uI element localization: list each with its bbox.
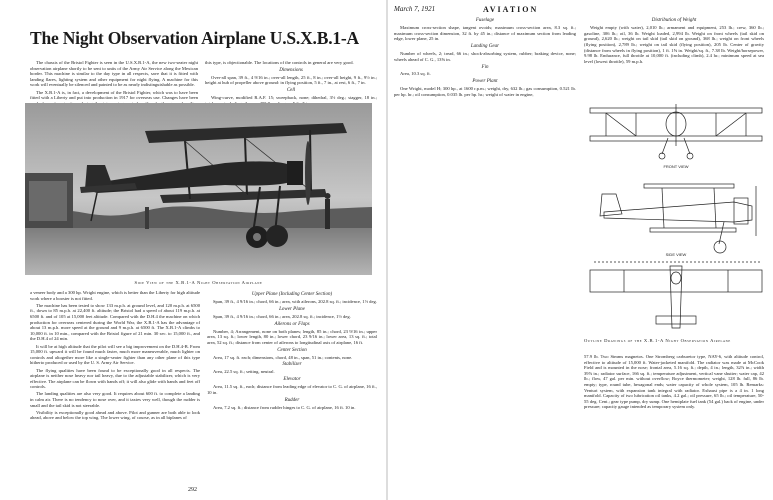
lower-column-1 bbox=[30, 290, 200, 423]
paragraph: The landing qualities are also very good. It requires about 600 ft. to complete a landing in calm air. There is no tendency to nose over, and it taxies very well, though the rudder is small and the tail skid is not steerable. bbox=[30, 391, 200, 408]
section-heading-cell: Cell bbox=[286, 88, 296, 94]
section-heading-distribution-weight: Distribution of Weight bbox=[651, 18, 697, 24]
stabilizer-text: Area, 22.5 sq. ft.; setting, neutral. bbox=[213, 369, 275, 375]
article-title: The Night Observation Airplane U.S.X.B.1-A bbox=[30, 28, 359, 48]
paragraph: The machine has been tested to show 133 m.p.h. at ground level, and 120 m.p.h. at 6500 ft., down to 85 m.p.h. at 22,400 ft. altitude; the Bristol had a speed of about 119 m.p.h. at 6500 ft. and of 105 at 15,000 feet altitude. Compared with the D.H.4 the machine on which production for overseas centered during the World War, the X.B.1-A has the advantage of about 13 m.p.h. more speed at the ground and 9 m.p.h. at 6500 ft. The X.B.1-A climbs to 10,000 ft. in 10 min., compared with the Bristol figure of 21 min. 30 sec. to 15,000 ft., and the D.H.4 of 24 min. bbox=[30, 302, 200, 342]
landing-gear-text: Number of wheels, 2; tread, 66 in.; shock-absorbing system, rubber; braking device, none; wheels ahead of C. G., 13⅝ in. bbox=[394, 51, 576, 62]
airplane-photo bbox=[25, 103, 372, 275]
fuselage-text: Maximum cross-section shape, tangent ovoids; maximum cross-section area, 8.3 sq. ft.; maximum cross-section dimension, 32 ft. by 45 in.; distance of maximum section from leading edge, lower plane, 25 in. bbox=[394, 25, 576, 42]
paragraph: a veneer body and a 300 hp. Wright engine, which is better than the Liberty for high altitude work where a booster is not fitted. bbox=[30, 290, 200, 301]
dimensions-text: Over-all span, 39 ft., 4 9/16 in.; over-all length, 25 ft., 8 in.; over-all height, 9 ft., 9½ in.; height at hub of propeller above ground: in flying position, 5 ft., 7 in., at rest, 6 ft., 7 in. bbox=[205, 74, 377, 86]
airplane-photo-image bbox=[25, 103, 372, 275]
paragraph: Visibility is exceptionally good ahead and above. Pilot and gunner are both able to look ahead, above and below the top wing. The lower wing, of course, as in all biplanes of bbox=[30, 409, 200, 421]
paragraph: It will be at high altitude that the pilot will see a big improvement on the D.H.4-B. From 15,000 ft. upward it will be found much faster, much more maneuverable, much lighter on controls and altogether more like a single-seater fighter than any other plane of this type hitherto produced or used by the U. S. Army Air Service. bbox=[30, 343, 200, 366]
power-plant-continued-text: 57.9 lb. Two Simms magnetos. One Stromberg carburetor type, NAY-6, with altitude control, effective to altitude of 15,000 ft. Water-jacketed manifold. The radiator was made at McCook Field and is mounted in the nose; frontal area, 5.16 sq. ft.; depth, 4 in.; length, 32⅞ in.; width 39⅞ in.; radiator surface, 166 sq. ft.; temperature adjustment, vertical vane shutter; water cap, 42 lb.; flow, 47 gal. per min. without overflow; Boyce thermometer; weight, 128 lb. full, 86 lb. empty; type, round tube, hexagonal ends; water capacity of whole system, 105 lb. Remarks: Venturi system, with expansion tank integral with radiator. Exhaust pipe is a 4 in. 1 long manifold. Capacity of two lubrication oil tanks, 4.2 gal.; oil pressure, 65 lb.; oil temperature, 50-55 deg. Cent.; gear type pump, dry sump. One hemiplate fuel tank (54 gal.) back of engine, under pressure; capacity gauge intended as temporary system only. bbox=[584, 354, 764, 410]
journal-name: AVIATION bbox=[483, 5, 539, 14]
section-heading-rudder: Rudder bbox=[284, 397, 300, 403]
section-heading-center-section: Center Section bbox=[277, 347, 307, 353]
section-heading-elevator: Elevator bbox=[283, 377, 301, 383]
lower-plane-text: Span, 39 ft., 4 9/16 in.; chord, 66 in.; area, 202.8 sq. ft.; incidence, 1½ deg. bbox=[213, 313, 351, 319]
right-column-1 bbox=[394, 16, 576, 99]
paragraph: The X.B.1-A is, in fact, a development of the Bristol Fighter, which was to have been fitted with a Liberty and put into production in 1917 for overseas use. Changes have been bbox=[30, 89, 198, 101]
elevator-text: Area, 11.5 sq. ft., each; distance from leading edge of elevator to C. G. of airplane, 16 ft., 10 in. bbox=[207, 384, 377, 395]
section-heading-dimensions: Dimensions bbox=[279, 67, 303, 73]
issue-date: March 7, 1921 bbox=[394, 5, 436, 13]
paragraph: this type, is objectionable. The locations of the controls in general are very good. bbox=[205, 60, 354, 65]
page-number: 292 bbox=[188, 487, 197, 493]
right-column-3 bbox=[584, 354, 764, 412]
center-section-text: Area, 17 sq. ft. each; dimensions, chord, 48 in., span, 51 in.; contents, none. bbox=[213, 354, 353, 360]
section-heading-stabilizer: Stabilizer bbox=[282, 362, 302, 368]
ailerons-text: Number, 4; Arrangement, none on both planes; length, 85 in.; chord, 23 9/16 in.; upper area, 13 sq. ft.; lower length, 80 in.; lower chord, 23 9/16 in.; lower area, 13 sq. ft.; total area, 52 sq. ft.; distance from center of ailerons to longitudinal axis of airplane, 16 ft. bbox=[207, 328, 377, 345]
outline-drawings-image bbox=[584, 102, 768, 334]
drawings-caption: Outline Drawings of the X.B.1-A Night Observation Airplane bbox=[584, 338, 731, 343]
section-heading-power-plant: Power Plant bbox=[472, 79, 498, 85]
lower-column-2 bbox=[207, 290, 377, 412]
cell-text: Wing-curve, modified R.A.F. 15; sweepback, none; dihedral, 3½ deg.; stagger, 18 in.; bbox=[211, 95, 377, 101]
front-view-label: FRONT VIEW bbox=[663, 164, 689, 169]
photo-caption: Side View of the X.B.1-A Night Observation Airplane bbox=[134, 280, 263, 285]
right-page bbox=[388, 0, 773, 500]
section-heading-fin: Fin bbox=[481, 64, 489, 70]
intro-column-2 bbox=[205, 60, 377, 108]
section-heading-ailerons: Ailerons or Flaps bbox=[274, 321, 310, 327]
section-heading-lower-plane: Lower Plane bbox=[279, 306, 305, 312]
outline-drawings bbox=[584, 102, 768, 334]
paragraph: The flying qualities have been found to be exceptionally good in all respects. The airplane is neither nose heavy nor tail heavy, due to the adjustable stabilizer, which is very effective. The airplane can be flown with hands off; it will also glide with hands and feet off controls. bbox=[30, 367, 200, 390]
power-plant-text: One Wright, model H; 300 hp., at 1600 r.p.m.; weight, dry, 632 lb.; gas consumption, 0.521 lb. per hp. hr.; oil consumption, 0.035 lb. per hp. hr.; weight of water in engine, bbox=[394, 86, 576, 97]
fin-text: Area, 10.3 sq. ft. bbox=[400, 71, 431, 77]
side-view-label: SIDE VIEW bbox=[665, 252, 687, 257]
section-heading-landing-gear: Landing Gear bbox=[470, 44, 500, 50]
section-heading-upper-plane: Upper Plane (Including Center Section) bbox=[251, 292, 333, 298]
paragraph: The chassis of the Bristol Fighter is seen in the U.S.X.B.1-A, the new two-seater night observation airplane shortly to be sent to units of the Army Air Service along the Mexican border. This machine is similar to the day type in all respects, save that it is fitted with landing flares, lighting system and other equipment for night flying. A machine for this work will eventually be silenced and painted to be as nearly indistinguishable as possible. bbox=[30, 60, 198, 88]
left-page bbox=[0, 0, 386, 500]
weight-distribution-text: Weight empty (with water), 2,010 lb.; armament and equipment, 253 lb.; crew, 360 lb.; gasoline, 306 lb.; oil, 36 lb. Weight loaded, 2,994 lb. Weight on front wheels (tail skid on ground), 2,620 lb.; weight on tail skid (tail skid on ground), 368 lb.; weight on front wheels (flying position), 2,789 lb.; weight on tail skid (flying position), 205 lb. Center of gravity (distance from wheels in flying position), 1 ft. 1⅝ in. Weight/sq. ft., 7.38 lb. Weight/horsepower, 9.98 lb. Endurance, full throttle at 10,000 ft. (including climb), 2.4 hr.; minimum speed at sea level (lowest throttle), 59 m.p.h. bbox=[584, 25, 764, 64]
rudder-text: Area, 7.2 sq. ft.; distance from rudder hinges to C. G. of airplane, 16 ft. 10 in. bbox=[213, 404, 356, 410]
upper-plane-text: Span, 39 ft., 4 9/16 in.; chord, 66 in.; area, with ailerons, 202.8 sq. ft.; incidence, 1½ deg. bbox=[213, 299, 377, 305]
right-column-2 bbox=[584, 16, 764, 66]
section-heading-fuselage: Fuselage bbox=[475, 18, 495, 24]
